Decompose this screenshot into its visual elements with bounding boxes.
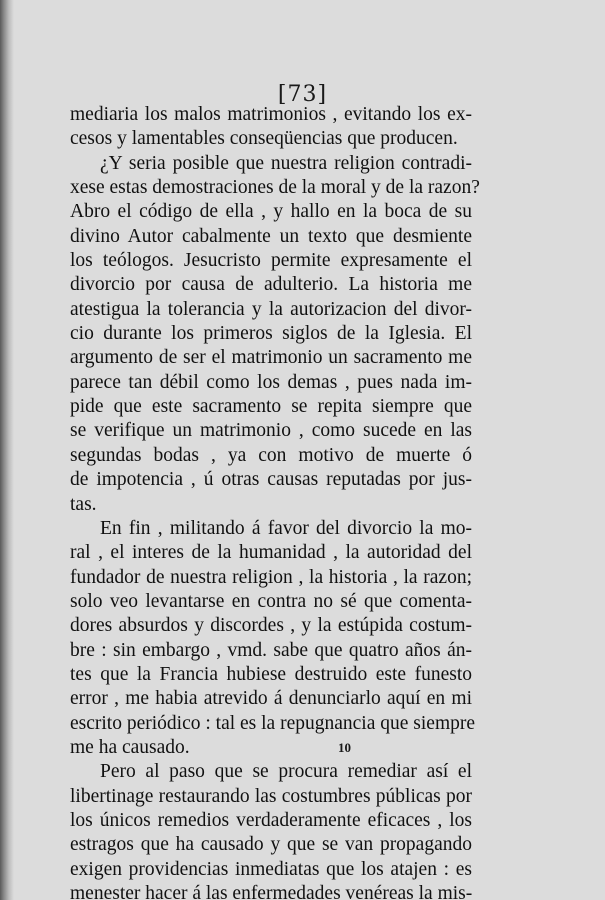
text-line: Abro el código de ella , y hallo en la boca de su [70, 201, 472, 223]
text-line: xese estas demostraciones de la moral y de la razon? [70, 177, 480, 199]
text-line: tes que la Francia hubiese destruido este funesto [70, 663, 472, 685]
text-line: segundas bodas , ya con motivo de muerte ó [70, 444, 472, 466]
text-line: tas. [70, 493, 97, 515]
text-line: escrito periódico : tal es la repugnancia que siempre [70, 712, 476, 734]
text-line: menester hacer á las enfermedades venéreas la mis- [70, 883, 473, 900]
text-line: se verifique un matrimonio , como sucede en las [70, 420, 472, 442]
body-text [70, 103, 480, 900]
text-line: los únicos remedios verdaderamente eficaces , los [70, 809, 472, 831]
text-line: divino Autor cabalmente un texto que desmiente [70, 225, 472, 247]
text-line: Pero al paso que se procura remediar así el [100, 761, 472, 783]
text-line: los teólogos. Jesucristo permite expresamente el [70, 250, 472, 272]
text-line: error , me habia atrevido á denunciarlo aquí en mi [70, 688, 472, 710]
text-line: dores absurdos y discordes , y la estúpida costum- [70, 615, 472, 637]
text-line: exigen providencias inmediatas que los atajen : es [70, 858, 472, 880]
text-line: cesos y lamentables conseqüencias que producen. [70, 128, 458, 150]
text-line: estragos que ha causado y que se van propagando [70, 834, 472, 856]
text-line: bre : sin embargo , vmd. sabe que quatro años án- [70, 639, 472, 661]
text-line: argumento de ser el matrimonio un sacramento me [70, 347, 472, 369]
text-line: cio durante los primeros siglos de la Iglesia. El [70, 323, 472, 345]
text-line: ral , el interes de la humanidad , la autoridad del [70, 542, 472, 564]
text-line: me ha causado. [70, 736, 190, 758]
text-line: mediaria los malos matrimonios , evitando los ex- [70, 104, 472, 125]
text-line: libertinage restaurando las costumbres públicas por [70, 785, 472, 807]
text-line: atestigua la tolerancia y la autorizacion del divor- [70, 298, 472, 320]
text-line: solo veo levantarse en contra no sé que comenta- [70, 590, 472, 612]
text-line: parece tan débil como los demas , pues nada im- [70, 371, 472, 393]
signature-mark: 10 [338, 740, 351, 755]
page-number: [73] [277, 82, 328, 107]
page-binding-edge [0, 0, 14, 900]
text-line: de impotencia , ú otras causas reputadas por jus- [70, 469, 472, 491]
text-line: pide que este sacramento se repita siempre que [70, 396, 472, 418]
text-line: fundador de nuestra religion , la historia , la razon; [70, 566, 472, 588]
text-line: divorcio por causa de adulterio. La historia me [70, 274, 472, 296]
text-line: ¿Y seria posible que nuestra religion contradi- [100, 152, 472, 174]
text-line: En fin , militando á favor del divorcio la mo- [100, 517, 472, 539]
